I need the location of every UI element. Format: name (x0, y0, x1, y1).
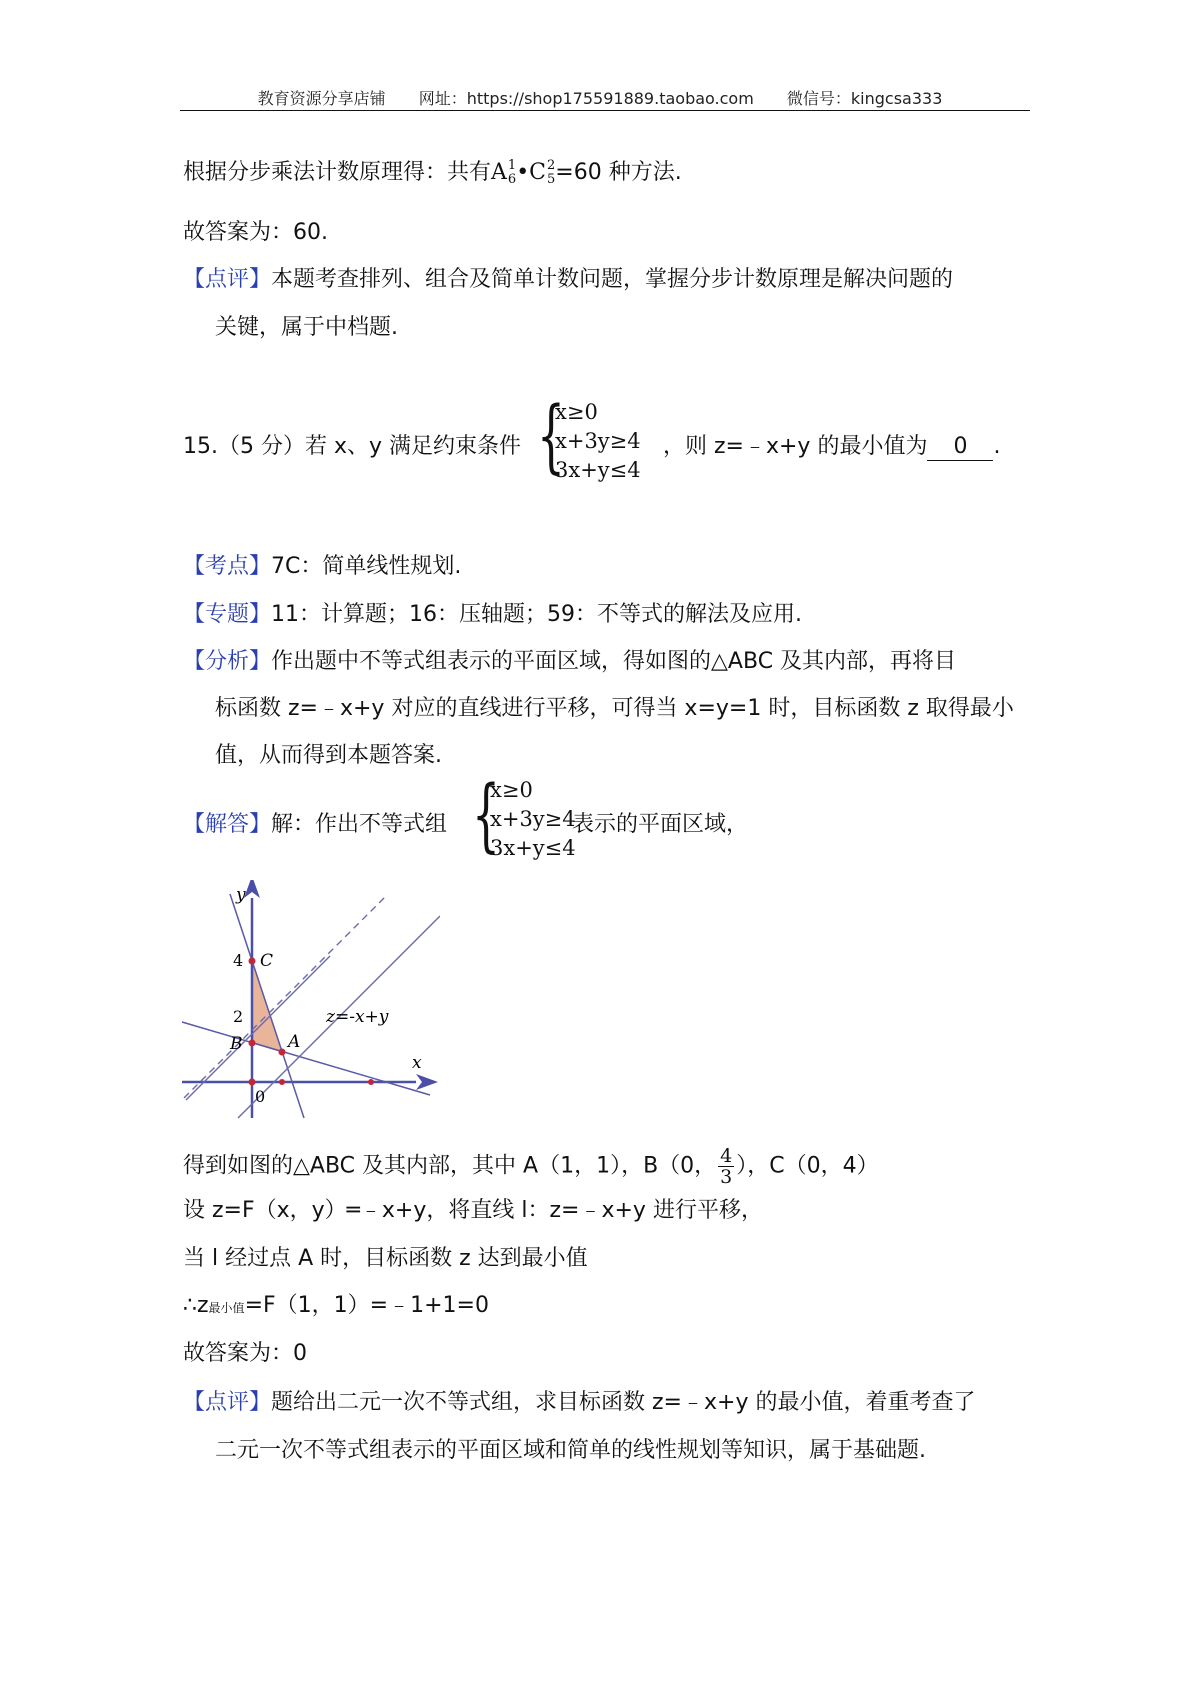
q15-constraint-2: x+3y≥4 (555, 429, 641, 453)
label-level-line: z=-x+y (326, 1007, 389, 1027)
q15-constraint-system (555, 398, 641, 485)
jieda-constraint-system (490, 776, 576, 863)
fraction-4-3 (718, 1146, 734, 1187)
page-header (0, 86, 1200, 109)
feasible-region-figure (180, 880, 440, 1120)
prev-answer: 故答案为：60. (183, 220, 328, 245)
solution-s4-post: =F（1，1）=﹣1+1=0 (244, 1293, 489, 1318)
q15-suffix: . (993, 434, 1001, 459)
origin-marker (249, 1079, 256, 1086)
label-point-a: A (288, 1032, 301, 1052)
wechat-label: 微信号： (786, 89, 851, 108)
jieda-constraint-1: x≥0 (490, 778, 533, 802)
dianping-text-1: 题给出二元一次不等式组，求目标函数 z=﹣x+y 的最小值，着重考查了 (271, 1390, 976, 1415)
jieda-left-brace: { (472, 768, 500, 861)
q15-left-brace: { (537, 389, 565, 482)
prev-comment-line2: 关键，属于中档题. (215, 315, 398, 340)
prev-result-post: =60 种方法. (555, 160, 682, 185)
tick-label-0: 0 (255, 1087, 266, 1106)
solution-s1-post: ），C（0，4） (736, 1153, 879, 1179)
jieda-line (183, 810, 447, 840)
wechat-id: kingcsa333 (850, 89, 943, 108)
zhuanti-tag: 【专题】 (183, 602, 272, 627)
prev-result-text: 根据分步乘法计数原理得：共有 (183, 160, 492, 185)
jieda-post: 表示的平面区域， (572, 812, 749, 837)
solution-line-4 (183, 1291, 489, 1323)
tick-label-4: 4 (233, 951, 244, 970)
comb-sup: 2 (547, 158, 556, 173)
solution-s4-pre: ∴z (183, 1293, 209, 1318)
frac-denominator: 3 (720, 1166, 733, 1188)
answer-blank: 0 (927, 434, 993, 461)
combination-symbol (529, 160, 555, 185)
jieda-constraint-2: x+3y≥4 (490, 807, 576, 831)
mult-dot: • (516, 160, 530, 185)
kaodian-line (183, 552, 461, 582)
q15-constraint-1: x≥0 (555, 400, 598, 424)
question-15-prefix: 15.（5 分）若 x、y 满足约束条件 (183, 434, 522, 459)
point-c-marker (249, 958, 256, 965)
solution-s1-pre: 得到如图的△ABC 及其内部，其中 A（1，1），B（0， (183, 1153, 717, 1179)
comment-text-1: 本题考查排列、组合及简单计数问题，掌握分步计数原理是解决问题的 (271, 267, 954, 292)
dianping-line2: 二元一次不等式组表示的平面区域和简单的线性规划等知识，属于基础题. (215, 1438, 926, 1463)
label-point-c: C (260, 951, 274, 971)
line-3x-plus-y-eq-4 (230, 894, 304, 1118)
level-line-dashed (184, 896, 386, 1098)
line-x-plus-3y-eq-4 (182, 1022, 430, 1095)
jieda-constraint-3: 3x+y≤4 (490, 836, 576, 860)
solution-line-3: 当 l 经过点 A 时，目标函数 z 达到最小值 (183, 1246, 588, 1271)
comb-sub: 5 (547, 172, 556, 187)
shop-name: 教育资源分享店铺 (257, 89, 386, 108)
x-intercept-marker-1 (279, 1079, 285, 1085)
tick-label-2: 2 (233, 1007, 244, 1026)
comb-base: C (529, 160, 547, 185)
label-x-axis: x (412, 1053, 422, 1073)
y-axis-arrow (244, 880, 260, 898)
perm-sub: 6 (507, 172, 517, 187)
dianping-tag: 【点评】 (183, 1390, 272, 1415)
q15-constraint-3: 3x+y≤4 (555, 458, 641, 482)
shop-url[interactable]: https://shop175591889.taobao.com (466, 89, 754, 108)
perm-base: A (491, 160, 507, 185)
shop-url-group (419, 86, 754, 109)
jieda-pre: 解：作出不等式组 (271, 812, 448, 837)
dianping-line1 (183, 1388, 975, 1418)
header-rule (180, 110, 1030, 111)
wechat-group (787, 86, 943, 109)
q15-middle-text: ，则 z=﹣x+y 的最小值为 (663, 434, 928, 459)
x-intercept-marker-2 (368, 1079, 374, 1085)
prev-comment-line1 (183, 265, 953, 295)
fenxi-line2: 标函数 z=﹣x+y 对应的直线进行平移，可得当 x=y=1 时，目标函数 z 取得最小 (215, 696, 1014, 721)
label-y-axis: y (236, 885, 246, 905)
prev-result-line (183, 158, 682, 188)
url-label: 网址： (418, 89, 467, 108)
zhuanti-line (183, 600, 802, 630)
kaodian-text: 7C：简单线性规划. (271, 554, 462, 579)
frac-numerator: 4 (720, 1145, 733, 1167)
zhuanti-text: 11：计算题；16：压轴题；59：不等式的解法及应用. (271, 602, 802, 627)
x-axis-arrow (416, 1074, 438, 1090)
point-b-marker (249, 1040, 256, 1047)
fenxi-line3: 值，从而得到本题答案. (215, 743, 442, 768)
kaodian-tag: 【考点】 (183, 554, 272, 579)
jieda-tag: 【解答】 (183, 812, 272, 837)
fenxi-tag: 【分析】 (183, 649, 272, 674)
question-15-rest (663, 432, 1000, 462)
solution-answer: 故答案为：0 (183, 1341, 307, 1366)
permutation-symbol (491, 160, 516, 185)
solution-line-2: 设 z=F（x，y）═﹣x+y，将直线 l：z=﹣x+y 进行平移， (183, 1198, 763, 1223)
point-a-marker (279, 1049, 286, 1056)
solution-s4-sub: 最小值 (208, 1301, 245, 1315)
label-point-b: B (230, 1034, 243, 1054)
fenxi-text-1: 作出题中不等式组表示的平面区域，得如图的△ABC 及其内部，再将目 (271, 649, 957, 674)
perm-sup: 1 (507, 158, 517, 173)
fenxi-line1 (183, 647, 956, 677)
comment-tag: 【点评】 (183, 267, 272, 292)
solution-line-1 (183, 1146, 879, 1187)
